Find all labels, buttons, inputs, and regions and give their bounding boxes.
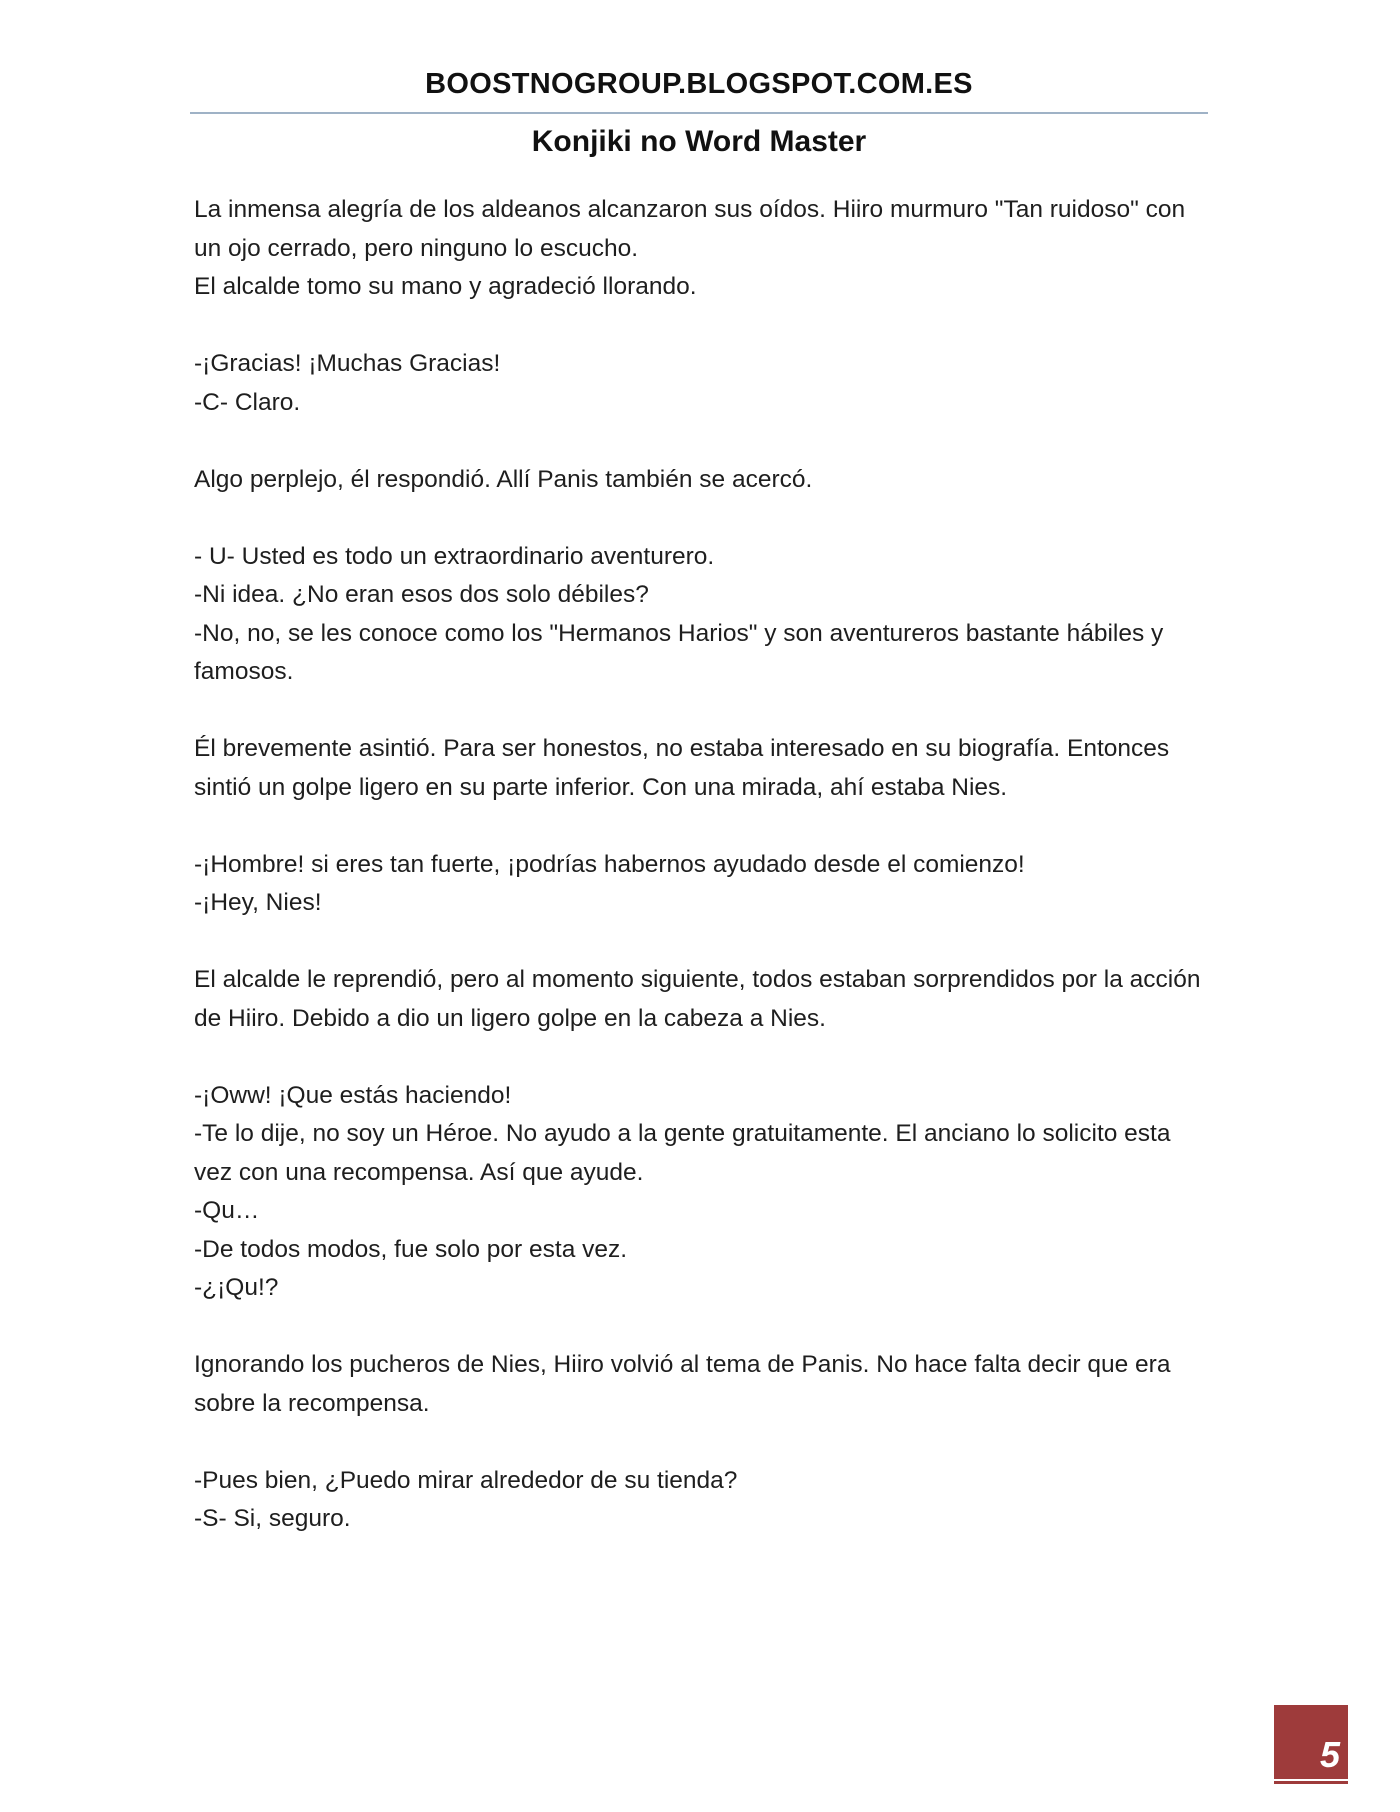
body-paragraph: -¿¡Qu!?: [194, 1274, 279, 1301]
body-paragraph: -¡Oww! ¡Que estás haciendo!: [194, 1081, 512, 1109]
document-body: [194, 191, 1212, 1539]
blank-line: [194, 923, 1212, 962]
body-paragraph: El alcalde tomo su mano y agradeció llorando.: [194, 273, 697, 300]
body-paragraph: -Ni idea. ¿No eran esos dos solo débiles?: [194, 581, 649, 608]
page-number: 5: [1319, 1734, 1340, 1775]
body-paragraph: -De todos modos, fue solo por esta vez.: [194, 1235, 628, 1263]
body-paragraph: El alcalde le reprendió, pero al momento siguiente, todos estaban sorprendidos por la acción de Hiiro. Debido a dio un ligero golpe en la cabeza a Nies.: [194, 966, 1201, 1032]
site-title: BOOSTNOGROUP.BLOGSPOT.COM.ES: [425, 68, 973, 100]
body-paragraph: -Qu…: [194, 1197, 260, 1224]
body-paragraph: -¡Gracias! ¡Muchas Gracias!: [194, 350, 501, 377]
body-paragraph: Él brevemente asintió. Para ser honestos, no estaba interesado en su biografía. Entonces sintió un golpe ligero en su parte inferior. Con una mirada, ahí estaba Nies.: [194, 735, 1170, 801]
blank-line: [194, 422, 1212, 461]
blank-line: [194, 692, 1212, 731]
page-number-underline: [1274, 1781, 1348, 1784]
body-paragraph: -¡Hombre! si eres tan fuerte, ¡podrías habernos ayudado desde el comienzo!: [194, 850, 1025, 878]
body-paragraph: -Pues bien, ¿Puedo mirar alrededor de su tienda?: [194, 1466, 738, 1494]
blank-line: [194, 807, 1212, 846]
blank-line: [194, 1308, 1212, 1347]
blank-line: [194, 1423, 1212, 1462]
body-paragraph: -No, no, se les conoce como los "Hermanos Harios" y son aventureros bastante hábiles y famosos.: [194, 619, 1164, 685]
body-paragraph: -C- Claro.: [194, 388, 301, 416]
body-paragraph: -Te lo dije, no soy un Héroe. No ayudo a la gente gratuitamente. El anciano lo solicito esta vez con una recompensa. Así que ayude.: [194, 1120, 1171, 1186]
blank-line: [194, 499, 1212, 538]
header-divider: [190, 112, 1208, 114]
body-paragraph: Ignorando los pucheros de Nies, Hiiro volvió al tema de Panis. No hace falta decir que era sobre la recompensa.: [194, 1351, 1171, 1417]
body-paragraph: -S- Si, seguro.: [194, 1505, 351, 1532]
blank-line: [194, 307, 1212, 346]
body-paragraph: - U- Usted es todo un extraordinario aventurero.: [194, 542, 715, 570]
page-number-badge: [1274, 1705, 1348, 1779]
document-title: Konjiki no Word Master: [531, 125, 867, 158]
blank-line: [194, 1038, 1212, 1077]
body-paragraph: -¡Hey, Nies!: [194, 889, 322, 916]
page-header: [190, 64, 1208, 162]
body-paragraph: La inmensa alegría de los aldeanos alcanzaron sus oídos. Hiiro murmuro "Tan ruidoso" con un ojo cerrado, pero ninguno lo escucho.: [194, 196, 1186, 262]
body-paragraph: Algo perplejo, él respondió. Allí Panis también se acercó.: [194, 465, 813, 493]
